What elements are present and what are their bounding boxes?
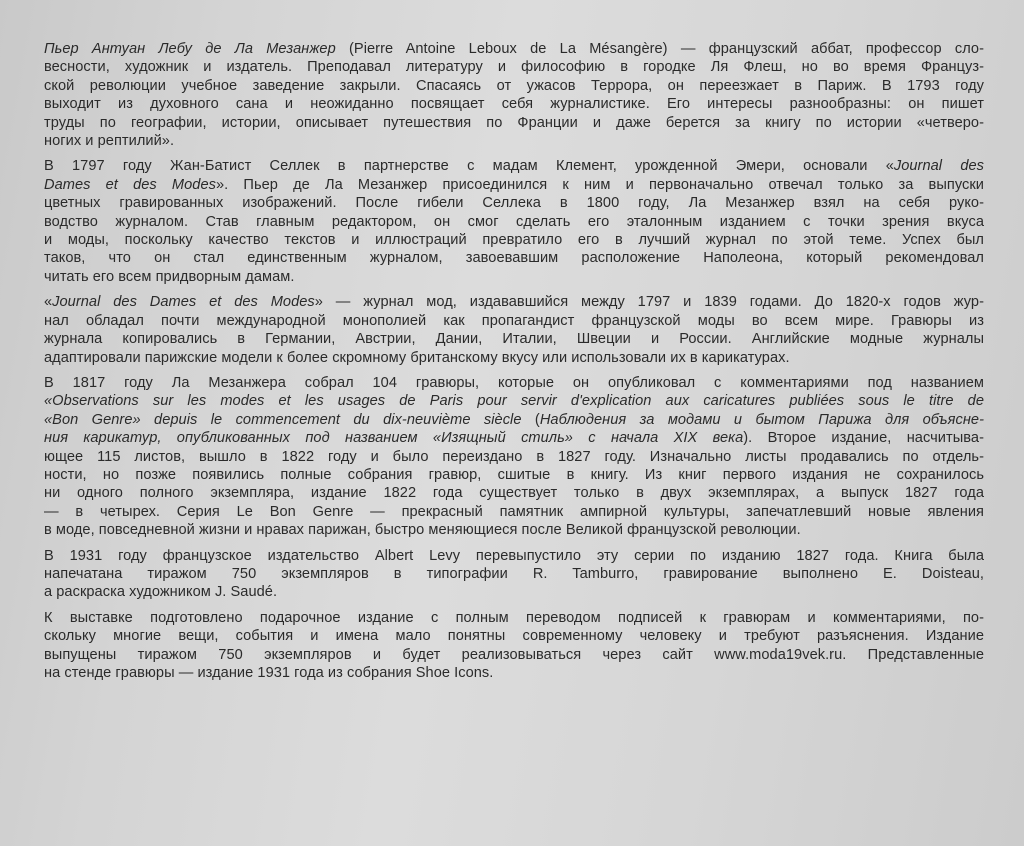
text-line [44,664,984,682]
text-line [44,411,984,429]
text-line [44,268,984,286]
paragraph-engravings-collection [44,374,984,540]
italic-text: Наблюдения за модами и бытом Парижа для объясне- [539,411,984,428]
text-line [44,176,984,194]
italic-text: Dames et des Modes [44,176,216,193]
text-line [44,646,984,664]
text-run: К выставке подготовлено подарочное издание с полным переводом подписей к гравюрам и комментариями, по- [44,609,984,626]
text-line [44,249,984,267]
text-run: весности, художник и издатель. Преподавал литературу и философию в городке Ля Флеш, но во время Француз- [44,59,984,76]
text-run: ни одного полного экземпляра, издание 1822 года существует только в двух экземплярах, а выпуск 1827 года [44,485,984,502]
text-run: читать его всем придворным дамам. [44,268,295,285]
text-run: напечатана тиражом 750 экземпляров в типографии R. Tamburro, гравирование выполнено E. Doisteau, [44,565,984,582]
italic-text: Journal des [893,158,984,175]
paragraph-biography [44,40,984,150]
text-run: ). Второе издание, насчитыва- [743,430,984,447]
text-line [44,231,984,249]
paragraph-journal-description [44,293,984,367]
text-line [44,374,984,392]
text-line [44,157,984,175]
text-run: водство журналом. Став главным редактором, он смог сделать его эталонным изданием с точки зрения вкуса [44,213,984,230]
text-run: ( [521,411,540,428]
text-line [44,312,984,330]
text-run: труды по географии, истории, описывает путешествия по Франции и даже берется за книгу по истории «четверо- [44,114,984,131]
text-run: выходит из духовного сана и неожиданно посвящает себя журналистике. Его интересы разнообразны: он пишет [44,96,984,113]
text-line [44,448,984,466]
text-line [44,609,984,627]
text-run: ногих и рептилий». [44,133,175,150]
italic-text: «Observations sur les modes et les usages de Paris pour servir d'explication aux caricatures publiées sous le titre de [44,393,984,410]
text-line [44,58,984,76]
paragraph-journal-founding [44,157,984,286]
text-run: ской революции учебное заведение закрыли. Спасаясь от ужасов Террора, он переезжает в Париж. В 1793 году [44,77,984,94]
text-run: а раскраска художником J. Saudé. [44,584,278,601]
text-line [44,293,984,311]
text-run: В 1817 году Ла Мезанжера собрал 104 гравюры, которые он опубликовал с комментариями под названием [44,374,984,391]
text-line [44,503,984,521]
text-run: — в четырех. Серия Le Bon Genre — прекрасный памятник ампирной культуры, запечатлевший новые явления [44,503,984,520]
italic-text: ния карикатур, опубликованных под названием «Изящный стиль» с начала XIX века [44,430,744,447]
text-line [44,392,984,410]
text-run: журнала копировались в Германии, Австрии, Дании, Италии, Швеции и России. Английские модные журналы [44,331,984,348]
text-line [44,565,984,583]
text-line [44,194,984,212]
text-run: В 1931 году французское издательство Albert Levy перевыпустило эту серии по изданию 1827 года. Книга была [44,547,984,564]
text-line [44,466,984,484]
text-line [44,40,984,58]
text-line [44,583,984,601]
paragraph-1931-edition [44,547,984,602]
text-run: (Pierre Antoine Leboux de La Mésangère) — французский аббат, профессор сло- [335,41,984,57]
text-run: ющее 115 листов, вышло в 1822 году и было переиздано в 1827 году. Изначально листы продавались по отдель- [44,448,984,465]
text-run: нал обладал почти международной монополией как пропагандист французской моды во всем мире. Гравюры из [44,312,984,329]
italic-text: Пьер Антуан Лебу де Ла Мезанжер [44,41,336,57]
text-run: таков, что он стал единственным журналом, завоевавшим расположение Наполеона, который рекомендовал [44,250,984,267]
text-run: ности, но позже появились полные собрания гравюр, сшитые в книгу. Из книг первого издания не сохранилось [44,466,984,483]
text-run: скольку многие вещи, события и имена мало понятны современному человеку и требуют разъяснения. Издание [44,628,984,645]
text-run: « [44,294,53,311]
text-line [44,95,984,113]
text-line [44,114,984,132]
text-run: цветных гравированных изображений. После гибели Селлека в 1800 году, Ла Мезанжер взял на себя руко- [44,195,984,212]
text-run: и моды, поскольку качество текстов и иллюстраций превратило его в лучший журнал по этой теме. Успех был [44,232,984,249]
text-line [44,547,984,565]
text-line [44,484,984,502]
text-line [44,330,984,348]
text-run: ». Пьер де Ла Мезанжер присоединился к ним и первоначально отвечал только за выпуски [215,176,984,193]
text-run: на стенде гравюры — издание 1931 года из собрания Shoe Icons. [44,665,494,681]
text-run: В 1797 году Жан-Батист Селлек в партнерстве с мадам Клемент, урожденной Эмери, основали « [44,158,894,175]
text-line [44,429,984,447]
text-run: » — журнал мод, издававшийся между 1797 и 1839 годами. До 1820-х годов жур- [314,294,984,311]
paragraph-exhibition-edition [44,609,984,683]
text-line [44,521,984,539]
text-run: выпущены тиражом 750 экземпляров и будет реализовываться через сайт www.moda19vek.ru. Представленные [44,646,984,663]
italic-text: «Bon Genre» depuis le commencement du dix-neuvième siècle [44,411,522,428]
text-line [44,132,984,150]
text-line [44,627,984,645]
text-run: адаптировали парижские модели к более скромному британскому вкусу или использовали их в карикатурах. [44,349,790,366]
italic-text: Journal des Dames et des Modes [52,294,315,311]
text-run: в моде, повседневной жизни и нравах парижан, быстро меняющиеся после Великой французской революции. [44,522,801,539]
text-line [44,213,984,231]
text-line [44,349,984,367]
text-line [44,77,984,95]
